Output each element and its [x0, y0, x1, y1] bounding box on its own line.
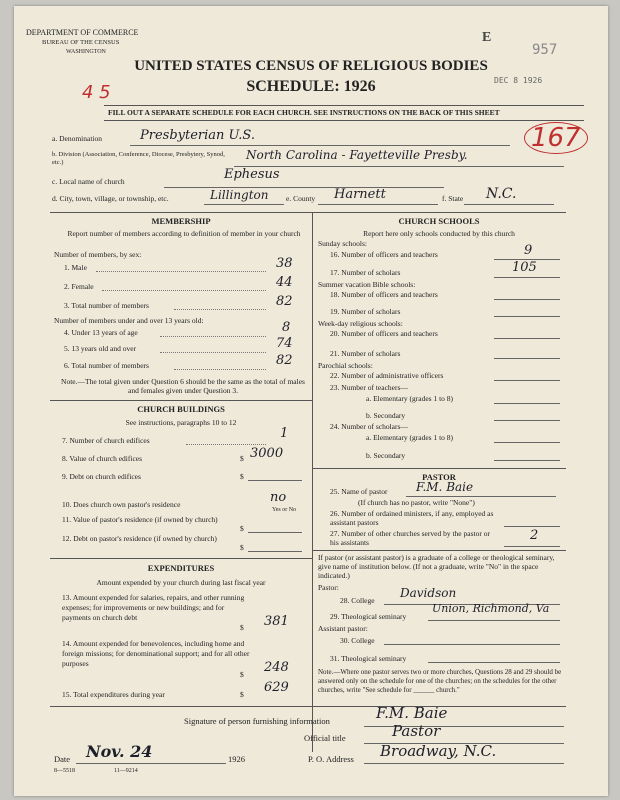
corner-mark: E [482, 30, 492, 45]
q26-label: 26. Number of ordained ministers, if any, employed as assistant pastors [330, 509, 494, 527]
q17-label: 17. Number of scholars [330, 268, 401, 277]
q24-label: 24. Number of scholars— [330, 422, 408, 431]
q15-dollar: $ [240, 690, 244, 699]
q27-value: 2 [530, 528, 539, 543]
schools-title: CHURCH SCHOOLS [398, 216, 480, 226]
q9-label: 9. Debt on church edifices [62, 472, 141, 481]
q13-dollar: $ [240, 623, 244, 632]
q7-label: 7. Number of church edifices [62, 436, 150, 445]
q8-value: 3000 [250, 446, 284, 461]
schedule-title: SCHEDULE: 1926 [246, 78, 376, 95]
q20-label: 20. Number of officers and teachers [330, 329, 438, 338]
signature-label: Signature of person furnishing information [184, 716, 330, 726]
q13-label: 13. Amount expended for salaries, repairs, and other running expenses; for improvements or new buildings; and for payments on church debt [62, 593, 245, 622]
q15-value: 629 [264, 680, 289, 695]
q19-label: 19. Number of scholars [330, 307, 401, 316]
q14-value: 248 [264, 660, 289, 675]
q6-value: 82 [276, 353, 293, 368]
form-title: UNITED STATES CENSUS OF RELIGIOUS BODIES [134, 58, 488, 74]
q16-value: 9 [524, 243, 533, 258]
q21-label: 21. Number of scholars [330, 349, 401, 358]
form-code: 8—5518 [54, 768, 75, 774]
q4-value: 8 [282, 320, 291, 335]
red-pencil-number: 4 5 [82, 82, 111, 103]
q13-value: 381 [264, 614, 289, 629]
local-name-value: Ephesus [224, 167, 280, 182]
q30-label: 30. College [340, 636, 375, 645]
division-label: b. Division (Association, Conference, Diocese, Presbytery, Synod, etc.) [52, 151, 225, 166]
membership-title: MEMBERSHIP [151, 216, 211, 226]
q17-value: 105 [512, 260, 537, 275]
city-label: d. City, town, village, or township, etc. [52, 194, 169, 203]
buildings-title: CHURCH BUILDINGS [137, 404, 225, 414]
q11-dollar: $ [240, 524, 244, 533]
q8-label: 8. Value of church edifices [62, 454, 143, 463]
q2-value: 44 [276, 275, 293, 290]
q5-value: 74 [276, 336, 293, 351]
pastor-note: Note.—Where one pastor serves two or more churches, Questions 28 and 29 should be answered only on the schedule for one of the churches; on the schedules for the other churches, write "See schedule for ______ church." [318, 668, 562, 694]
date-year: 1926 [228, 754, 245, 764]
date-value: Nov. 24 [86, 742, 153, 761]
official-title-value: Pastor [392, 722, 441, 740]
q29-value: Union, Richmond, Va [432, 602, 550, 615]
q2-label: 2. Female [64, 282, 94, 291]
q25-note: (If church has no pastor, write "None") [358, 498, 475, 507]
q10-value: no [270, 490, 287, 505]
q15-label: 15. Total expenditures during year [62, 690, 165, 699]
buildings-sub: See instructions, paragraphs 10 to 12 [125, 418, 237, 427]
official-title-label: Official title [304, 733, 346, 743]
state-label: f. State [442, 194, 464, 203]
q18-label: 18. Number of officers and teachers [330, 290, 438, 299]
department-name: DEPARTMENT OF COMMERCE [26, 28, 139, 37]
q12-dollar: $ [240, 543, 244, 552]
q9-dollar: $ [240, 472, 244, 481]
denomination-value: Presbyterian U.S. [140, 128, 256, 143]
q6-label: 6. Total number of members [64, 361, 149, 370]
by-sex-label: Number of members, by sex: [54, 250, 142, 259]
assistant-sub-label: Assistant pastor: [318, 624, 368, 633]
college-note: If pastor (or assistant pastor) is a graduate of a college or theological seminary, give name of institution below. (If not a graduate, write "No" in the space indicated.) [318, 553, 555, 580]
red-circled-number: 167 [524, 122, 588, 154]
q14-dollar: $ [240, 670, 244, 679]
q25-label: 25. Name of pastor [330, 487, 388, 496]
state-value: N.C. [486, 186, 517, 202]
sunday-label: Sunday schools: [318, 239, 367, 248]
q4-label: 4. Under 13 years of age [64, 328, 138, 337]
q28-label: 28. College [340, 596, 375, 605]
stamp-number: 957 [532, 42, 558, 58]
q7-value: 1 [280, 426, 289, 441]
instruction-line: FILL OUT A SEPARATE SCHEDULE FOR EACH CHURCH. SEE INSTRUCTIONS ON THE BACK OF THIS SHEET [108, 108, 500, 117]
division-value: North Carolina - Fayetteville Presby. [246, 148, 468, 162]
q5-label: 5. 13 years old and over [64, 344, 137, 353]
q28-value: Davidson [400, 586, 457, 600]
q23a-label: a. Elementary (grades 1 to 8) [366, 394, 454, 403]
signature-value: F.M. Baie [376, 704, 448, 722]
age-intro: Number of members under and over 13 years old: [54, 316, 204, 325]
date-label: Date [54, 754, 71, 764]
pastor-title: PASTOR [422, 472, 456, 482]
q10-label: 10. Does church own pastor's residence [62, 500, 181, 509]
membership-note: Note.—The total given under Question 6 should be the same as the total of males and females given under Question 3. [61, 377, 305, 395]
q29-label: 29. Theological seminary [330, 612, 407, 621]
q3-label: 3. Total number of members [64, 301, 149, 310]
summer-label: Summer vacation Bible schools: [318, 280, 416, 289]
census-schedule [14, 6, 608, 796]
expenditures-title: EXPENDITURES [147, 563, 215, 573]
weekday-label: Week-day religious schools: [318, 319, 403, 328]
county-label: e. County [286, 194, 316, 203]
q23-label: 23. Number of teachers— [330, 383, 408, 392]
pastor-sub-label: Pastor: [318, 583, 339, 592]
yes-no-hint: Yes or No [272, 507, 297, 513]
bureau-name: BUREAU OF THE CENSUS [42, 39, 120, 46]
q3-value: 82 [276, 294, 293, 309]
received-stamp: DEC 8 1926 [494, 76, 543, 85]
denomination-label: a. Denomination [52, 134, 102, 143]
q24a-label: a. Elementary (grades 1 to 8) [366, 433, 454, 442]
county-value: Harnett [334, 187, 386, 202]
q12-label: 12. Debt on pastor's residence (if owned by church) [62, 534, 217, 543]
city-name: WASHINGTON [66, 49, 106, 55]
q24b-label: b. Secondary [366, 451, 406, 460]
address-value: Broadway, N.C. [380, 742, 497, 760]
q1-label: 1. Male [64, 263, 87, 272]
expenditures-sub: Amount expended by your church during last fiscal year [96, 578, 266, 587]
address-label: P. O. Address [308, 754, 354, 764]
q16-label: 16. Number of officers and teachers [330, 250, 438, 259]
schools-intro: Report here only schools conducted by this church [363, 229, 515, 238]
q14-label: 14. Amount expended for benevolences, including home and foreign missions; for denominational support; and for all other purposes [62, 639, 250, 668]
local-name-label: c. Local name of church [52, 177, 125, 186]
city-value: Lillington [210, 188, 269, 202]
print-code: 11—9214 [114, 768, 138, 774]
q11-label: 11. Value of pastor's residence (if owned by church) [62, 515, 218, 524]
membership-intro: Report number of members according to definition of member in your church [67, 229, 301, 238]
q31-label: 31. Theological seminary [330, 654, 407, 663]
q1-value: 38 [276, 256, 293, 271]
q22-label: 22. Number of administrative officers [330, 371, 444, 380]
q27-label: 27. Number of other churches served by the pastor or his assistants [330, 529, 490, 547]
parochial-label: Parochial schools: [318, 361, 373, 370]
q8-dollar: $ [240, 454, 244, 463]
q23b-label: b. Secondary [366, 411, 406, 420]
q25-value: F.M. Baie [416, 480, 474, 494]
